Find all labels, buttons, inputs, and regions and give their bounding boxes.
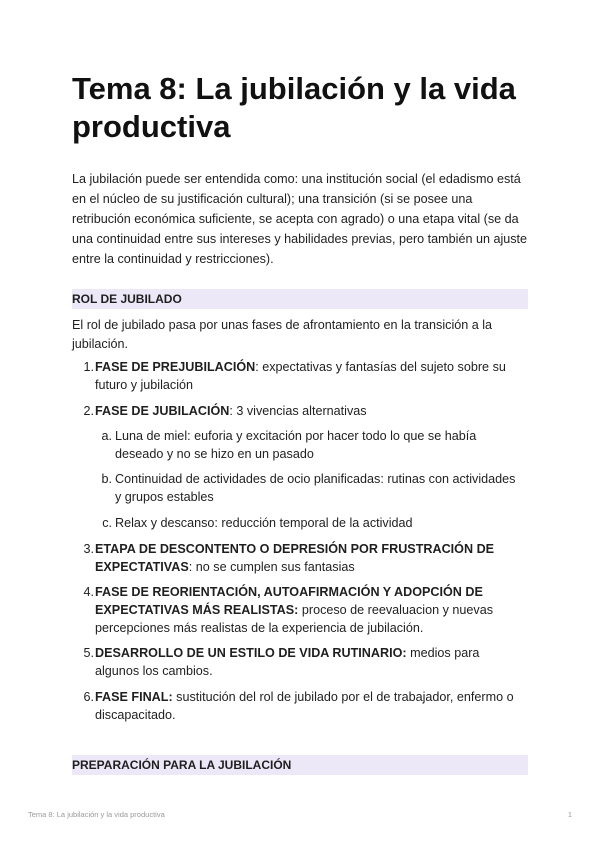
list-item-number: 3. (83, 542, 94, 556)
list-item-title: FASE DE PREJUBILACIÓN (95, 360, 256, 374)
page-number: 1 (567, 810, 572, 819)
sub-item-text: Continuidad de actividades de ocio planificadas: rutinas con actividades y grupos estables (115, 472, 516, 504)
list-item-number: 4. (83, 585, 94, 599)
list-item-text: proceso de reevaluacion y nuevas percepciones más realistas de la experiencia de jubilación. (95, 603, 494, 635)
sub-item-letter: b. (101, 472, 112, 486)
list-item-title: FASE FINAL: (95, 690, 173, 704)
list-item-text: medios para algunos los cambios. (95, 646, 480, 678)
section-heading-preparacion (72, 755, 528, 775)
section-heading-text: PREPARACIÓN PARA LA JUBILACIÓN (72, 758, 292, 772)
section-heading-rol-de-jubilado (72, 289, 528, 309)
list-item-text: sustitución del rol de jubilado por el de trabajador, enfermo o discapacitado. (95, 690, 514, 722)
section-paragraph: El rol de jubilado pasa por unas fases de afrontamiento en la transición a la jubilación. (72, 318, 493, 351)
list-item-number: 5. (83, 646, 94, 660)
list-item-title: ETAPA DE DESCONTENTO O DEPRESIÓN POR FRUSTRACIÓN DE EXPECTATIVAS (95, 542, 495, 574)
list-item-text: : no se cumplen sus fantasias (188, 560, 355, 574)
list-item-title: FASE DE JUBILACIÓN (95, 404, 230, 418)
list-item-title: DESARROLLO DE UN ESTILO DE VIDA RUTINARIO: (95, 646, 407, 660)
sub-item-text: Relax y descanso: reducción temporal de la actividad (115, 516, 413, 530)
sub-item-text: Luna de miel: euforia y excitación por hacer todo lo que se había deseado y no se hizo en un pasado (115, 429, 477, 461)
sub-item-letter: c. (102, 516, 112, 530)
list-item-number: 6. (83, 690, 94, 704)
list-item-text: : expectativas y fantasías del sujeto sobre su futuro y jubilación (95, 360, 506, 392)
sub-item-letter: a. (101, 429, 112, 443)
list-item-number: 2. (83, 404, 94, 418)
list-item-title: FASE DE REORIENTACIÓN, AUTOAFIRMACIÓN Y ADOPCIÓN DE EXPECTATIVAS MÁS REALISTAS: (95, 585, 483, 617)
footer-title: Tema 8: La jubilación y la vida productiva (28, 810, 165, 819)
page-footer (28, 810, 572, 820)
section-heading-text: ROL DE JUBILADO (72, 292, 182, 306)
list-item-number: 1. (83, 360, 94, 374)
page-title: Tema 8: La jubilación y la vida productiva (72, 71, 516, 144)
intro-paragraph: La jubilación puede ser entendida como: una institución social (el edadismo está en el núcleo de su justificación cultural); una transición (si se posee una retribución económica suficiente, se acepta con agrado) o una etapa vital (se da una continuidad entre sus intereses y habilidades previas, pero también un ajuste entre la continuidad y restricciones). (72, 172, 528, 266)
list-item-text: : 3 vivencias alternativas (229, 404, 367, 418)
